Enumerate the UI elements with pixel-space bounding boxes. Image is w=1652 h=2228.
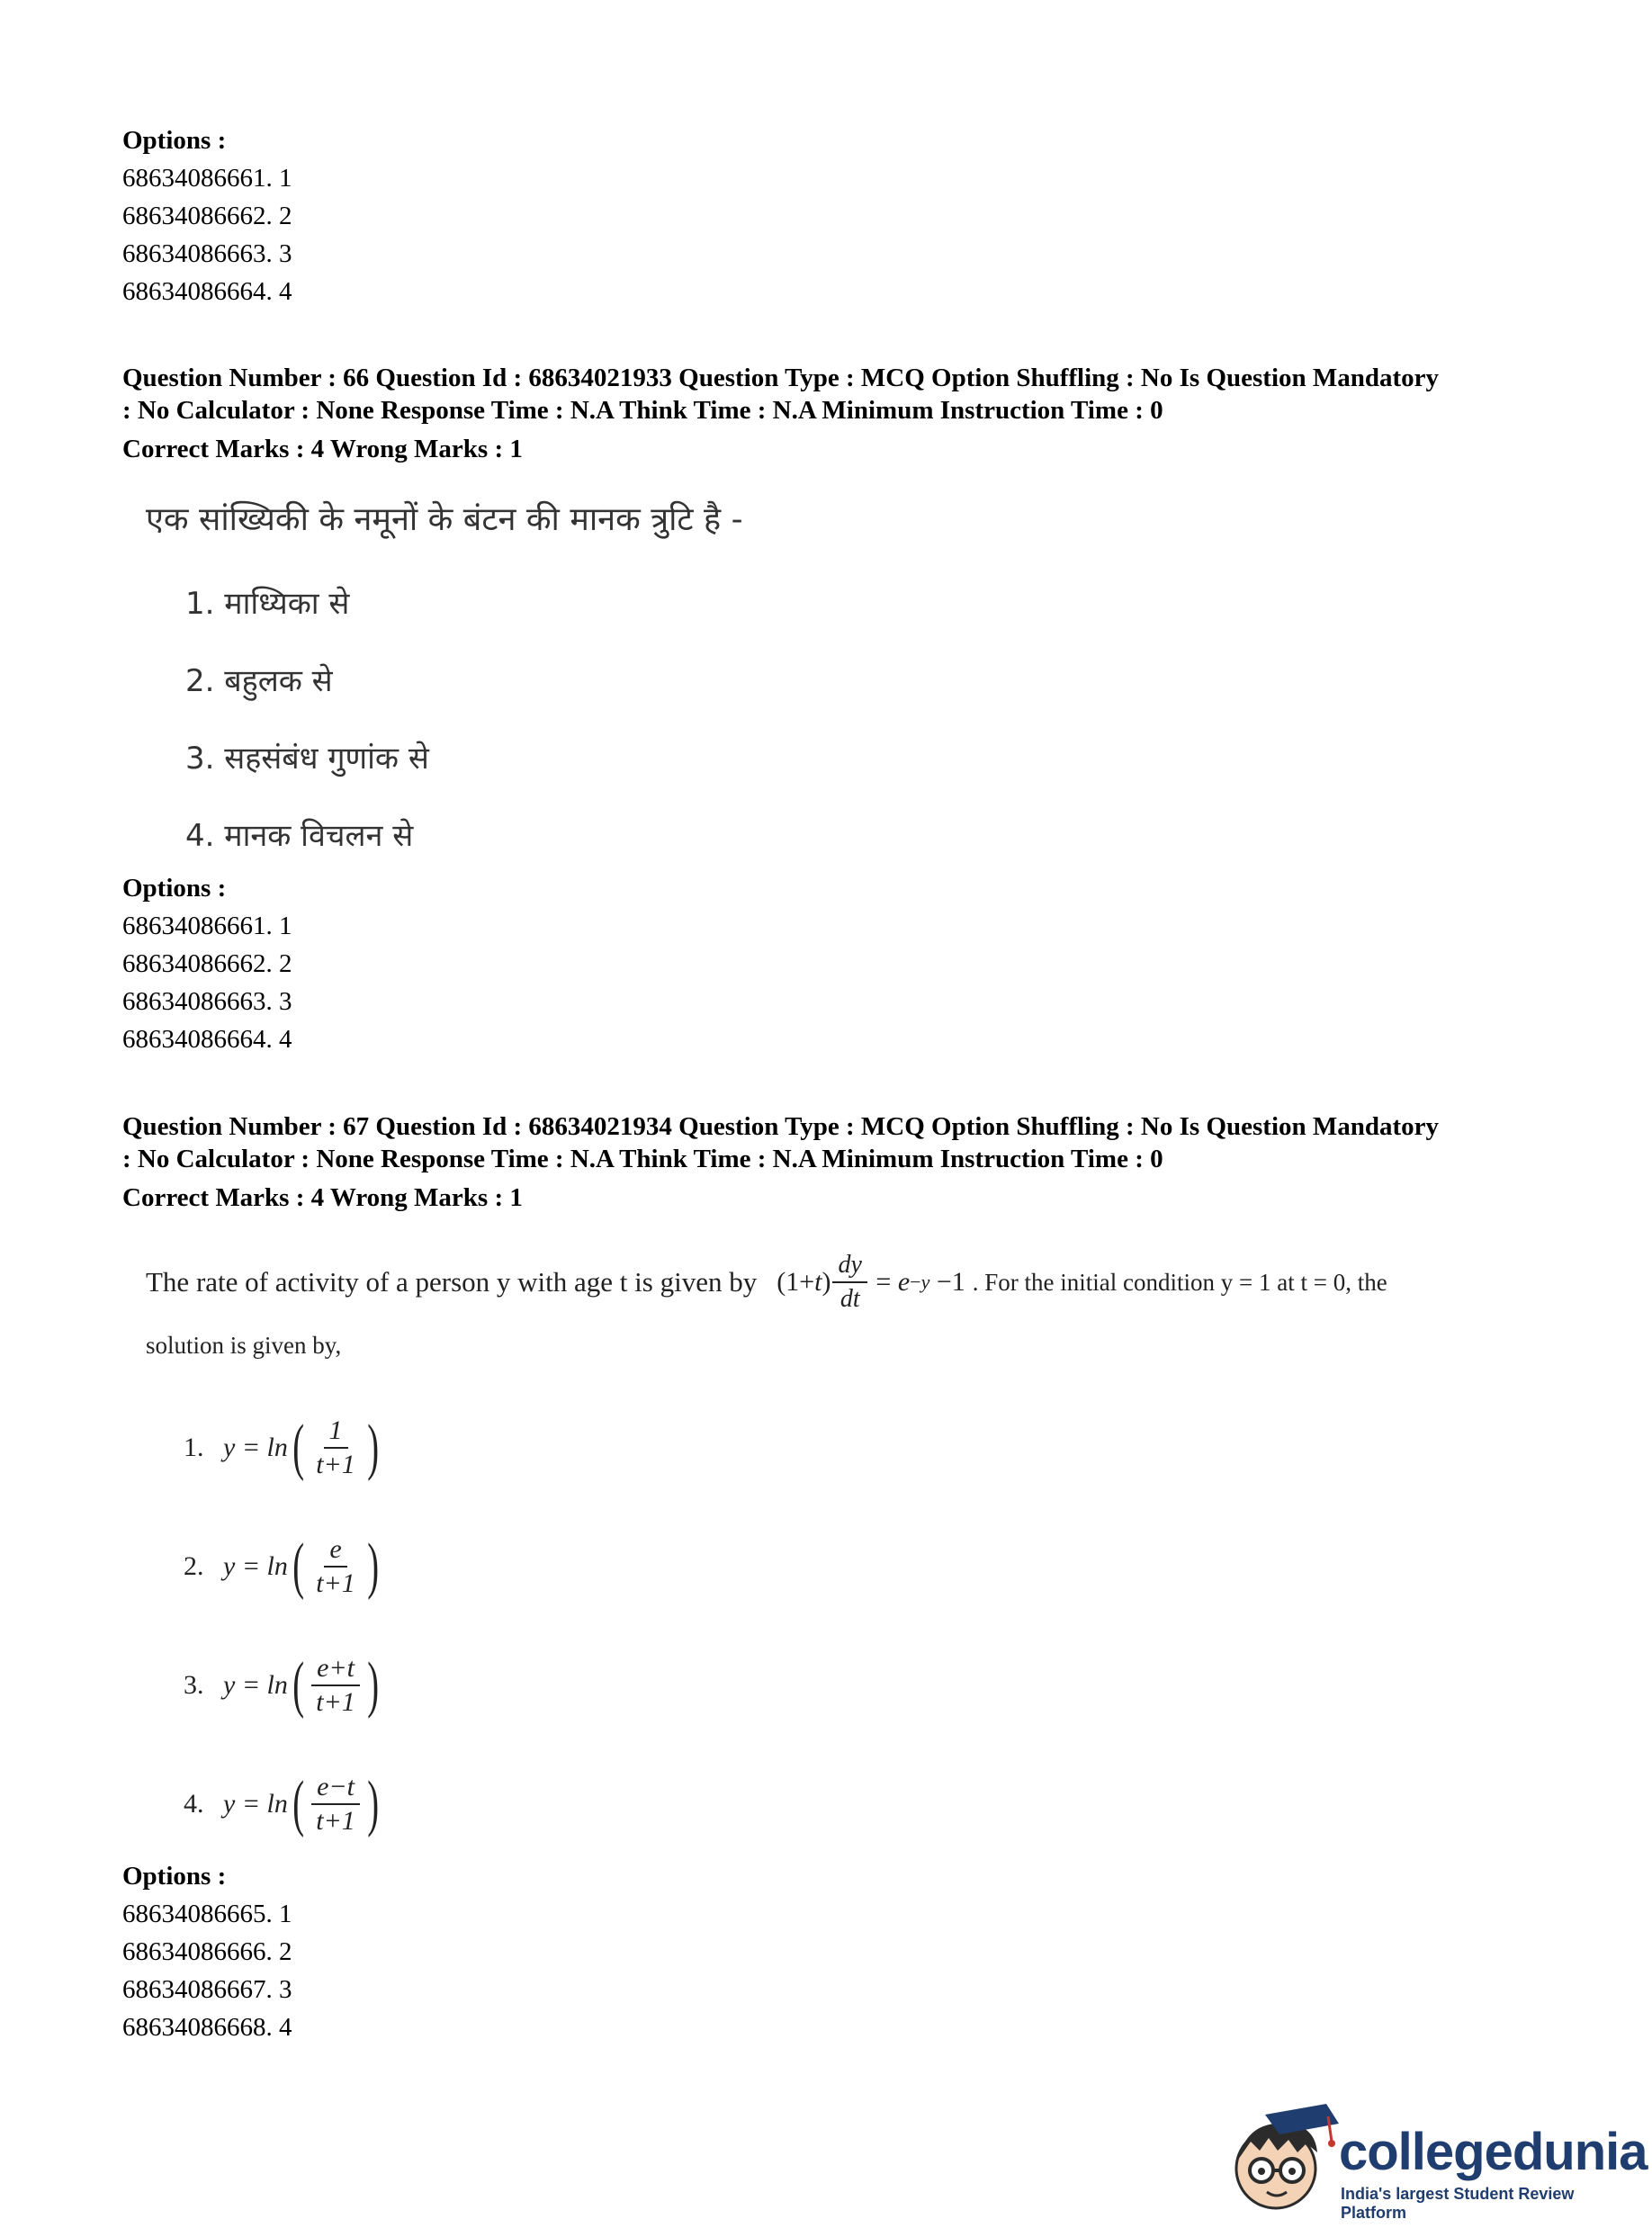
- choice-item: 2. बहुलक से: [185, 663, 333, 699]
- choice-item: 4. y = ln ( $\frac{e-t}{t+1}$ ): [184, 1769, 379, 1838]
- options-label: Options :: [122, 874, 227, 903]
- option-line: 68634086661. 1: [122, 912, 292, 940]
- brand-name: collegedunia: [1339, 2123, 1648, 2181]
- options-label: Options :: [122, 1862, 227, 1891]
- question-header-line: Question Number : 67 Question Id : 68634021934 Question Type : MCQ Option Shuffling : No Is Question Mandatory: [122, 1112, 1440, 1141]
- choice-item: 3. सहसंबंध गुणांक से: [185, 741, 429, 777]
- options-label: Options :: [122, 126, 227, 155]
- option-line: 68634086665. 1: [122, 1900, 292, 1928]
- option-line: 68634086663. 3: [122, 987, 292, 1016]
- question-text: एक सांख्यिकी के नमूनों के बंटन की मानक त्रुटि है -: [146, 501, 743, 538]
- question-text-part2: . For the initial condition y = 1 at t = 0, the: [972, 1268, 1387, 1296]
- equation: (1+ t ) $\frac{dy}{dt}$ = e −y −1: [777, 1251, 965, 1313]
- option-line: 68634086664. 4: [122, 1025, 292, 1054]
- question-67-header: [122, 1110, 1544, 1217]
- options-block-66: [122, 869, 1544, 1058]
- option-line: 68634086666. 2: [122, 1937, 292, 1966]
- question-text-line2: solution is given by,: [146, 1332, 342, 1359]
- question-66-header: [122, 362, 1544, 468]
- brand-tagline: India's largest Student Review Platform: [1341, 2185, 1575, 2222]
- options-block-prev: [122, 121, 1544, 310]
- mascot-icon: [1220, 2097, 1346, 2223]
- choice-item: 2. y = ln ( $\frac{e}{t+1}$ ): [184, 1532, 379, 1601]
- option-line: 68634086668. 4: [122, 2013, 292, 2042]
- math-choices: [184, 1388, 1549, 1864]
- marks-line: Correct Marks : 4 Wrong Marks : 1: [122, 435, 523, 463]
- options-block-67: [122, 1857, 1544, 2046]
- question-67-body: [146, 1246, 1549, 1864]
- question-header-line: : No Calculator : None Response Time : N.A Think Time : N.A Minimum Instruction Time : 0: [122, 396, 1163, 425]
- question-66-body: [146, 493, 1567, 875]
- question-text-part1: The rate of activity of a person y with age t is given by: [146, 1266, 758, 1298]
- choice-item: 4. मानक विचलन से: [185, 818, 414, 854]
- option-line: 68634086663. 3: [122, 239, 292, 268]
- choice-item: 3. y = ln ( $\frac{e+t}{t+1}$ ): [184, 1650, 379, 1720]
- option-line: 68634086664. 4: [122, 277, 292, 306]
- option-line: 68634086662. 2: [122, 949, 292, 978]
- collegedunia-logo: [1220, 2097, 1648, 2223]
- option-line: 68634086662. 2: [122, 202, 292, 230]
- option-line: 68634086661. 1: [122, 164, 292, 193]
- choice-item: 1. माध्यिका से: [185, 586, 350, 622]
- question-header-line: Question Number : 66 Question Id : 68634021933 Question Type : MCQ Option Shuffling : No Is Question Mandatory: [122, 364, 1440, 392]
- marks-line: Correct Marks : 4 Wrong Marks : 1: [122, 1183, 523, 1212]
- option-line: 68634086667. 3: [122, 1975, 292, 2004]
- question-header-line: : No Calculator : None Response Time : N.A Think Time : N.A Minimum Instruction Time : 0: [122, 1145, 1163, 1173]
- choice-item: 1. y = ln ( $\frac{1}{t+1}$ ): [184, 1413, 379, 1482]
